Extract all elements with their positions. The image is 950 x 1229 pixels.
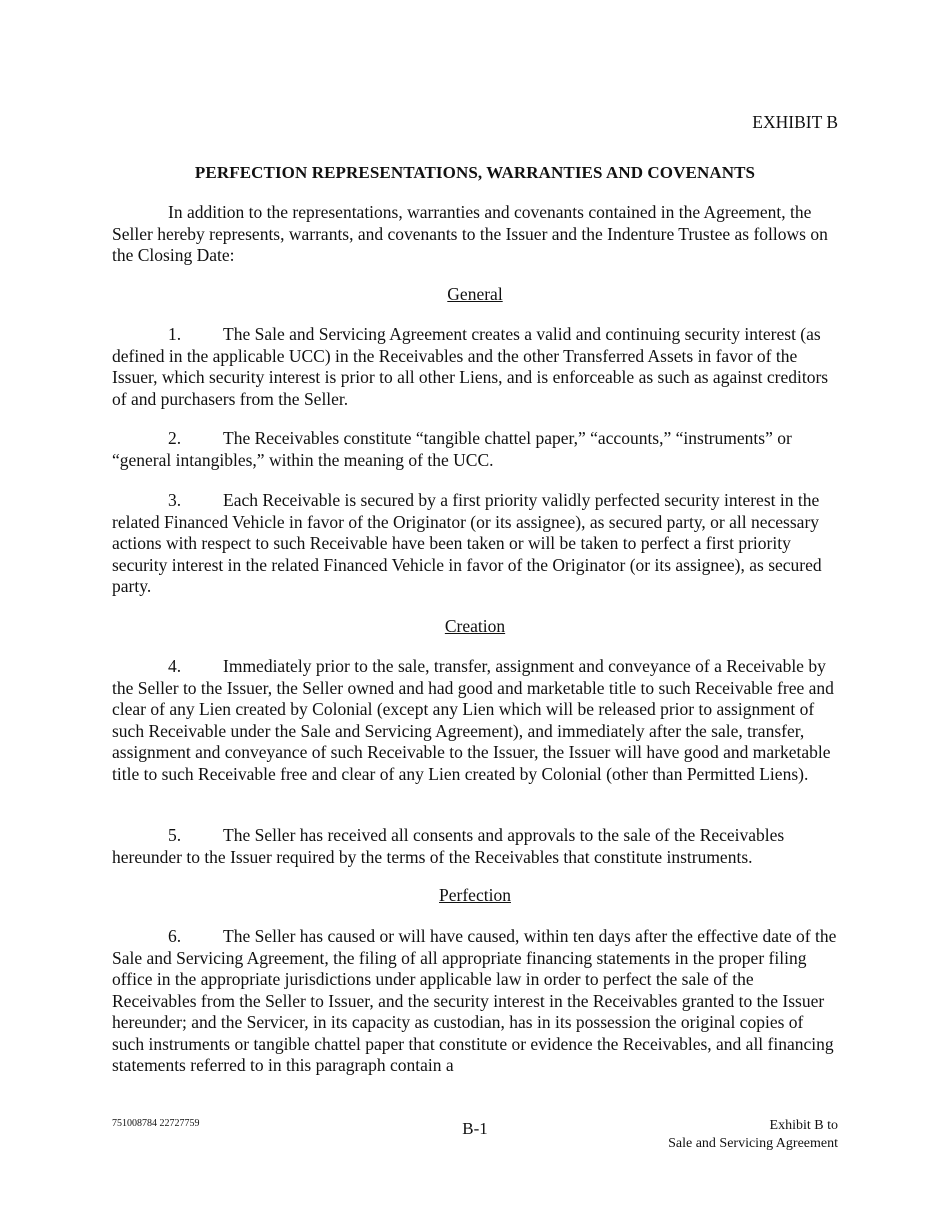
paragraph-text: Each Receivable is secured by a first priority validly perfected security interest in the related Financed Vehicle in favor of the Originator (or its assignee), as secured party, or all necessary actions with respect to such Receivable have been taken or will be taken to perfect a first priority security interest in the related Financed Vehicle in favor of the Originator (or its assignee), as secured party. — [112, 490, 822, 596]
paragraph-number: 6. — [168, 926, 182, 946]
paragraph-5 — [112, 825, 838, 868]
paragraph-number: 4. — [168, 656, 182, 676]
section-heading-general — [112, 284, 838, 305]
section-heading-creation-text: Creation — [444, 616, 506, 636]
paragraph-text: The Seller has caused or will have caused, within ten days after the effective date of the Sale and Servicing Agreement, the filing of all appropriate financing statements in the proper filing office in the appropriate jurisdictions under applicable law in order to perfect the sale of the Receivables from the Seller to Issuer, and the security interest in the Receivables granted to the Issuer hereunder; and the Servicer, in its capacity as custodian, has in its possession the original copies of such instruments or tangible chattel paper that constitute or evidence the Receivables, and all financing statements referred to in this paragraph contain a — [112, 926, 837, 1075]
paragraph-3 — [112, 490, 838, 598]
paragraph-text: The Sale and Servicing Agreement creates a valid and continuing security interest (as defined in the applicable UCC) in the Receivables and the other Transferred Assets in favor of the Issuer, which security interest is prior to all other Liens, and is enforceable as such as against creditors of and purchasers from the Seller. — [112, 324, 829, 409]
intro-paragraph: In addition to the representations, warranties and covenants contained in the Agreement, the Seller hereby represents, warrants, and covenants to the Issuer and the Indenture Trustee as follows on the Closing Date: — [112, 202, 828, 265]
paragraph-text: Immediately prior to the sale, transfer, assignment and conveyance of a Receivable by the Seller to the Issuer, the Seller owned and had good and marketable title to such Receivable free and clear of any Lien created by Colonial (except any Lien which will be released prior to assignment of such Receivable under the Sale and Servicing Agreement), and immediately after the sale, transfer, assignment and conveyance of such Receivable to the Issuer, the Issuer will have good and marketable title to such Receivable free and clear of any Lien created by Colonial (other than Permitted Liens). — [112, 656, 834, 784]
section-heading-general-text: General — [447, 284, 503, 304]
paragraph-text: The Receivables constitute “tangible chattel paper,” “accounts,” “instruments” or “general intangibles,” within the meaning of the UCC. — [112, 428, 792, 470]
document-title: PERFECTION REPRESENTATIONS, WARRANTIES AND COVENANTS — [194, 163, 756, 182]
footer-right-line-2: Sale and Servicing Agreement — [668, 1136, 838, 1151]
paragraph-2 — [112, 428, 838, 471]
paragraph-number: 2. — [168, 428, 182, 448]
exhibit-label: EXHIBIT B — [752, 112, 838, 132]
paragraph-6 — [112, 926, 838, 1077]
footer-exhibit-reference — [668, 1117, 838, 1153]
paragraph-number: 1. — [168, 324, 182, 344]
footer-document-id: 751008784 22727759 — [112, 1118, 200, 1129]
section-heading-creation — [112, 616, 838, 637]
paragraph-number: 3. — [168, 490, 182, 510]
paragraph-number: 5. — [168, 825, 182, 845]
paragraph-1 — [112, 324, 838, 410]
footer-right-line-1: Exhibit B to — [769, 1118, 838, 1133]
paragraph-text: The Seller has received all consents and approvals to the sale of the Receivables hereunder to the Issuer required by the terms of the Receivables that constitute instruments. — [112, 825, 785, 867]
section-heading-perfection-text: Perfection — [439, 885, 511, 905]
footer-page-number: B-1 — [462, 1119, 488, 1138]
section-heading-perfection — [112, 885, 838, 906]
paragraph-4 — [112, 656, 838, 785]
